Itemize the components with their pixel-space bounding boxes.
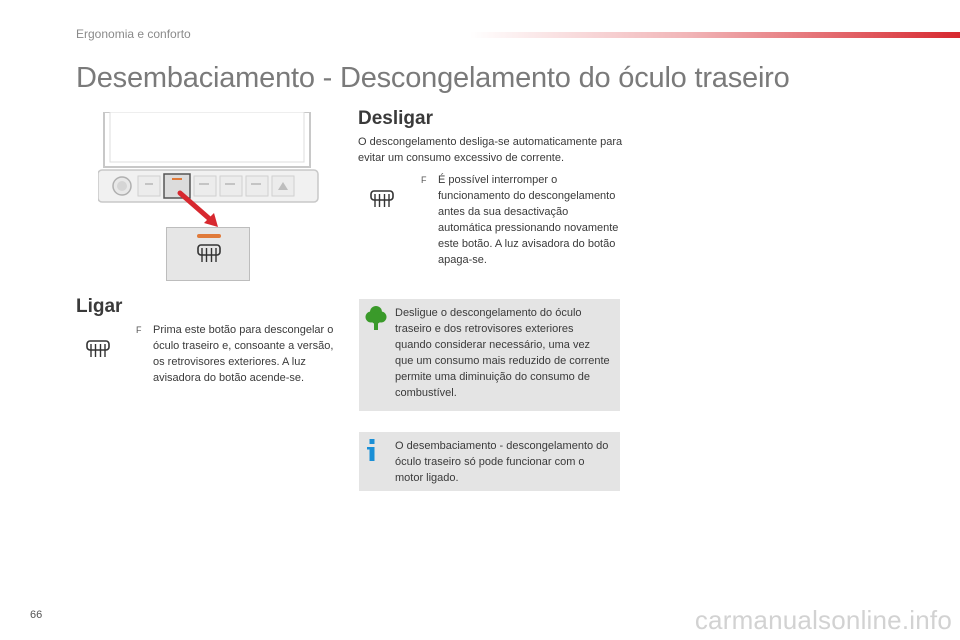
rear-defrost-icon	[85, 339, 111, 359]
eco-note-text: Desligue o descongelamento do óculo traseiro e dos retrovisores exteriores quando considerar necessário, uma vez que um consumo mais reduzido de corrente permite uma diminuição do consumo de combustível.	[395, 307, 610, 399]
watermark: carmanualsonline.info	[694, 605, 952, 635]
defrost-button-zoom	[166, 227, 250, 281]
page-title: Desembaciamento - Descongelamento do óculo traseiro	[76, 62, 790, 94]
ligar-instruction	[136, 322, 336, 386]
desligar-intro: O descongelamento desliga-se automaticamente para evitar um consumo excessivo de corrente.	[358, 136, 623, 164]
info-icon	[365, 438, 379, 462]
indicator-light	[197, 234, 221, 238]
desligar-instruction	[421, 172, 621, 268]
rear-defrost-icon	[197, 244, 221, 264]
ligar-text: Prima este botão para descongelar o óculo traseiro e, consoante a versão, os retrovisores exteriores. A luz avisadora do botão acende-se.	[153, 324, 334, 384]
bullet-marker: F	[421, 175, 427, 185]
info-note	[359, 432, 620, 491]
bullet-marker: F	[136, 325, 142, 335]
tree-icon	[365, 305, 387, 331]
header-accent-line	[470, 32, 960, 38]
section-label: Ergonomia e conforto	[76, 27, 191, 41]
info-note-text: O desembaciamento - descongelamento do óculo traseiro só pode funcionar com o motor ligado.	[395, 440, 609, 484]
desligar-text: É possível interromper o funcionamento do descongelamento antes da sua desactivação automática pressionando novamente este botão. A luz avisadora do botão apaga-se.	[438, 174, 619, 266]
rear-defrost-icon	[369, 189, 395, 209]
ligar-heading: Ligar	[76, 296, 123, 317]
page-number: 66	[30, 609, 43, 621]
eco-note	[359, 299, 620, 411]
desligar-heading: Desligar	[358, 108, 433, 129]
